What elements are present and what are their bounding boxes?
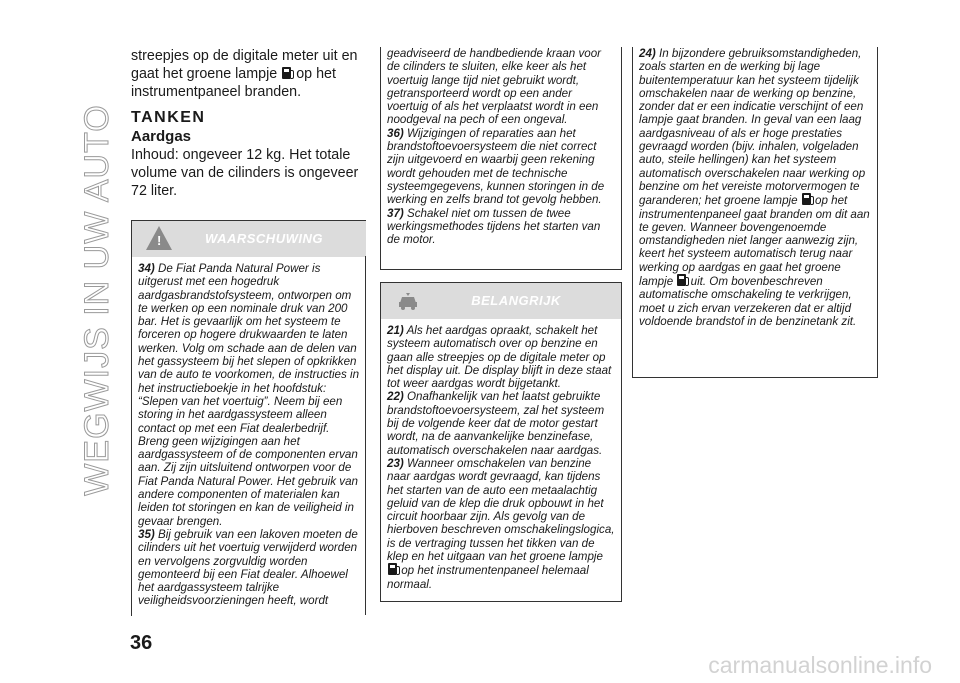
important-box-continued — [632, 47, 878, 378]
note-23: 23) Wanneer omschakelen van benzine naar aardgas wordt gevraagd, kan tijdens het starten van de auto een metaalachtig geluid van de klep die druk opbouwt in het circuit hoorbaar zijn. Als gevolg van de hierboven beschreven omschakelingslogica, is de vertraging tussen het tikken van de klep en het uitgaan van het groene lampje op het instrumentenpaneel helemaal normaal. — [387, 456, 615, 591]
important-body — [381, 319, 621, 595]
note-22: 22) Onafhankelijk van het laatst gebruikte brandstoftoevoersysteem, zal het systeem bij de volgende keer dat de motor gestart wordt, na de aanvankelijke benzinefase, automatisch overschakelen naar aardgas. — [387, 390, 605, 457]
warning-triangle-icon: ! — [146, 226, 172, 250]
warning-box — [131, 220, 366, 616]
page-number: 36 — [130, 632, 153, 654]
fuel-pump-icon — [802, 193, 811, 205]
note-34: 34) De Fiat Panda Natural Power is uitgerust met een hogedruk aardgasbrandstofsysteem, ontworpen om te werken op een nominale druk van 200 bar. Het is gevaarlijk om het systeem te forceren op hogere drukwaarden te laten werken. Volg om schade aan de delen van het gassysteem bij het slepen of opkrikken van de auto te voorkomen, de instructies in het instructieboekje in het hoofdstuk: “Slepen van het voertuig”. Neem bij een storing in het aardgassysteem alleen contact op met een Fiat dealerbedrijf. Breng geen wijzigingen aan het aardgassysteem of de componenten ervan aan. Zij zijn uitsluitend ontworpen voor de Fiat Panda Natural Power. Het gebruik van andere componenten of materialen kan leiden tot storingen en kan de veiligheid in gevaar brengen. — [138, 262, 360, 528]
fuel-pump-icon — [677, 274, 686, 286]
intro-text: streepjes op de digitale meter uit en gaat het groene lampje op het instrumentpaneel branden. — [131, 48, 358, 100]
note-36: 36) Wijzigingen of reparaties aan het brandstoftoevoersysteem die niet correct zijn uitgevoerd en waarbij geen rekening wordt gehouden met de technische systeemgegevens, kunnen storingen in de werking en zelfs brand tot gevolg hebben. — [387, 126, 605, 207]
column-divider — [365, 256, 366, 615]
note-21: 21) Als het aardgas opraakt, schakelt het systeem automatisch over op benzine en gaan alle streepjes op de digitale meter op het display uit. De display blijft in deze staat tot weer aardgas wordt bijgetankt. — [387, 324, 612, 391]
note-24: 24) In bijzondere gebruiksomstandigheden, zoals starten en de werking bij lage buitentemperatuur kan het systeem tijdelijk omschakelen naar de werking op benzine, zonder dat er een indicatie verschijnt of een lampje gaat branden. In geval van een laag aardgasniveau of als er hoge prestaties gevraagd worden (bijv. inhalen, volgeladen auto, steile hellingen) kan het systeem automatisch overschakelen naar werking op benzine om het vereiste motorvermogen te garanderen; het groene lampje op het instrumentenpaneel gaat branden om dit aan te geven. Wanneer bovengenoemde omstandigheden niet langer aanwezig zijn, keert het systeem automatisch terug naar werking op aardgas en gaat het groene lampje uit. Om bovenbeschreven automatische omschakeling te verkrijgen, moet u zich ervan verzekeren dat er altijd voldoende brandstof in de benzinetank zit. — [639, 47, 870, 328]
section-title: TANKEN — [131, 109, 206, 126]
warning-continuation: geadviseerd de handbediende kraan voor de cilinders te sluiten, elke keer als het voertuig lange tijd niet gebruikt wordt, getransporteerd wordt op een ander voertuig of als het verplaatst wordt in een noodgeval na pech of een ongeval. — [387, 47, 602, 127]
important-header: BELANGRIJK — [381, 283, 621, 319]
watermark: carmanualsonline.info — [708, 652, 932, 678]
warning-body-continued — [381, 47, 621, 250]
important-box — [380, 282, 622, 602]
fuel-pump-icon — [388, 563, 397, 575]
subsection-title: Aardgas — [131, 128, 192, 145]
warning-body — [132, 257, 366, 612]
column-1 — [131, 47, 366, 200]
warning-box-continued — [380, 47, 622, 270]
fuel-pump-icon — [282, 67, 291, 79]
note-35: 35) Bij gebruik van een lakoven moeten de cilinders uit het voertuig verwijderd worden en vervolgens zorgvuldig worden gemonteerd bij een Fiat dealer. Alhoewel het aardgassysteem talrijke veiligheidsvoorzieningen heeft, wordt — [138, 527, 358, 608]
warning-header: ! WAARSCHUWING — [132, 221, 366, 257]
note-37: 37) Schakel niet om tussen de twee werkingsmethodes tijdens het starten van de motor. — [387, 206, 601, 247]
important-body-continued — [633, 47, 877, 332]
subsection-text: Inhoud: ongeveer 12 kg. Het totale volume van de cilinders is ongeveer 72 liter. — [131, 147, 359, 199]
